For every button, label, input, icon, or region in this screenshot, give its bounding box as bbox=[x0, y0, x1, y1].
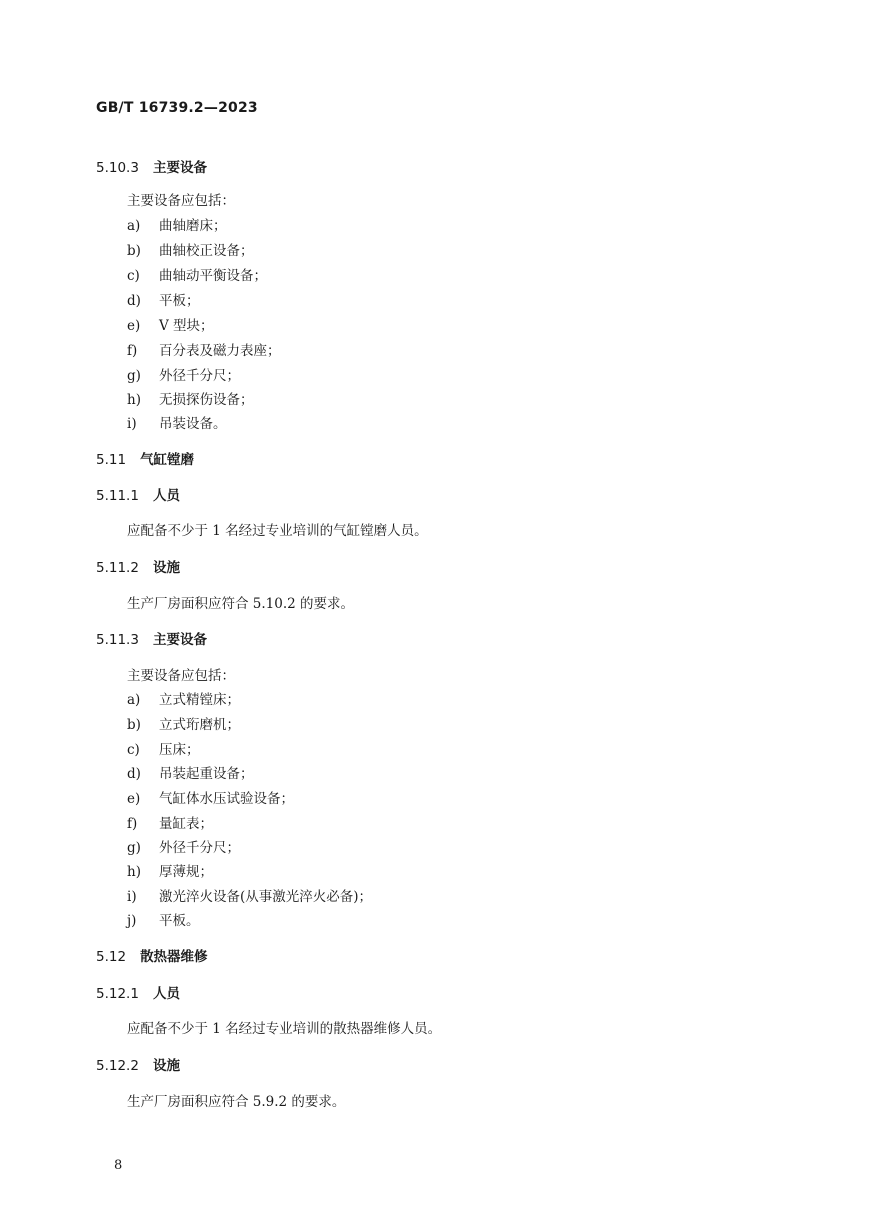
item-text: 厚薄规； bbox=[159, 864, 213, 880]
item-marker: g) bbox=[127, 840, 141, 856]
section-title: 主要设备 bbox=[152, 160, 207, 176]
item-marker: b) bbox=[127, 243, 141, 259]
paragraph: 应配备不少于 1 名经过专业培训的气缸镗磨人员。 bbox=[127, 523, 428, 539]
item-text: 激光淬火设备(从事激光淬火必备)； bbox=[159, 889, 373, 905]
section-number: 5.11.3 bbox=[96, 632, 139, 648]
list-item bbox=[127, 762, 254, 782]
item-text: 压床； bbox=[159, 742, 200, 758]
item-marker: c) bbox=[127, 742, 140, 758]
section-title: 散热器维修 bbox=[140, 949, 208, 965]
paragraph: 生产厂房面积应符合 5.9.2 的要求。 bbox=[127, 1094, 346, 1110]
item-text: 无损探伤设备； bbox=[159, 392, 254, 408]
section-number: 5.11 bbox=[96, 452, 127, 468]
item-text: 立式珩磨机； bbox=[159, 717, 240, 733]
item-marker: h) bbox=[127, 864, 141, 880]
list-item bbox=[127, 688, 240, 708]
section-heading-5-11-2 bbox=[96, 556, 180, 576]
standard-code-header: GB/T 16739.2—2023 bbox=[96, 100, 258, 116]
item-marker: b) bbox=[127, 717, 141, 733]
section-title: 主要设备 bbox=[152, 632, 207, 648]
item-marker: h) bbox=[127, 392, 141, 408]
item-text: 立式精镗床； bbox=[159, 692, 240, 708]
paragraph: 生产厂房面积应符合 5.10.2 的要求。 bbox=[127, 596, 355, 612]
item-text: 百分表及磁力表座； bbox=[159, 343, 281, 359]
list-item bbox=[127, 713, 240, 733]
item-marker: i) bbox=[127, 889, 137, 905]
section-heading-5-11-3 bbox=[96, 628, 207, 648]
item-marker: c) bbox=[127, 268, 140, 284]
list-item bbox=[127, 860, 213, 880]
item-text: 吊装设备。 bbox=[159, 416, 227, 432]
item-marker: a) bbox=[127, 692, 141, 708]
list-item bbox=[127, 239, 254, 259]
section-number: 5.11.2 bbox=[96, 560, 139, 576]
section-title: 设施 bbox=[152, 1058, 180, 1074]
item-text: 气缸体水压试验设备； bbox=[159, 791, 294, 807]
item-text: 平板； bbox=[159, 293, 200, 309]
section-number: 5.11.1 bbox=[96, 488, 139, 504]
list-item bbox=[127, 364, 240, 384]
section-heading-5-12-2 bbox=[96, 1054, 180, 1074]
list-item bbox=[127, 787, 294, 807]
list-item bbox=[127, 836, 240, 856]
list-item bbox=[127, 339, 281, 359]
section-heading-5-12 bbox=[96, 945, 208, 965]
section-heading-5-11 bbox=[96, 448, 194, 468]
section-title: 设施 bbox=[152, 560, 180, 576]
item-marker: i) bbox=[127, 416, 137, 432]
item-text: 曲轴校正设备； bbox=[159, 243, 254, 259]
list-intro: 主要设备应包括： bbox=[127, 668, 235, 684]
section-number: 5.12.1 bbox=[96, 986, 139, 1002]
list-item bbox=[127, 738, 200, 758]
list-item bbox=[127, 412, 227, 432]
section-number: 5.12.2 bbox=[96, 1058, 139, 1074]
item-text: 吊装起重设备； bbox=[159, 766, 254, 782]
item-marker: f) bbox=[127, 816, 138, 832]
list-item bbox=[127, 289, 200, 309]
list-item bbox=[127, 314, 214, 334]
item-text: 平板。 bbox=[159, 913, 200, 929]
list-item bbox=[127, 812, 213, 832]
item-text: V 型块； bbox=[159, 318, 214, 334]
paragraph: 应配备不少于 1 名经过专业培训的散热器维修人员。 bbox=[127, 1021, 442, 1037]
item-text: 曲轴动平衡设备； bbox=[159, 268, 267, 284]
section-heading-5-12-1 bbox=[96, 982, 180, 1002]
item-text: 曲轴磨床； bbox=[159, 218, 227, 234]
item-marker: d) bbox=[127, 766, 141, 782]
item-marker: f) bbox=[127, 343, 138, 359]
list-item bbox=[127, 214, 227, 234]
section-title: 人员 bbox=[152, 488, 180, 504]
item-marker: e) bbox=[127, 791, 141, 807]
item-marker: j) bbox=[127, 913, 137, 929]
section-title: 气缸镗磨 bbox=[140, 452, 195, 468]
item-marker: e) bbox=[127, 318, 141, 334]
item-text: 外径千分尺； bbox=[159, 840, 240, 856]
item-marker: g) bbox=[127, 368, 141, 384]
section-heading-5-11-1 bbox=[96, 484, 180, 504]
list-intro: 主要设备应包括： bbox=[127, 193, 235, 209]
item-text: 外径千分尺； bbox=[159, 368, 240, 384]
list-item bbox=[127, 264, 267, 284]
item-marker: d) bbox=[127, 293, 141, 309]
item-text: 量缸表； bbox=[159, 816, 213, 832]
list-item bbox=[127, 885, 372, 905]
page-number: 8 bbox=[114, 1158, 123, 1173]
section-number: 5.10.3 bbox=[96, 160, 139, 176]
section-number: 5.12 bbox=[96, 949, 127, 965]
section-heading-5-10-3 bbox=[96, 156, 207, 176]
section-title: 人员 bbox=[152, 986, 180, 1002]
list-item bbox=[127, 388, 254, 408]
item-marker: a) bbox=[127, 218, 141, 234]
list-item bbox=[127, 909, 200, 929]
